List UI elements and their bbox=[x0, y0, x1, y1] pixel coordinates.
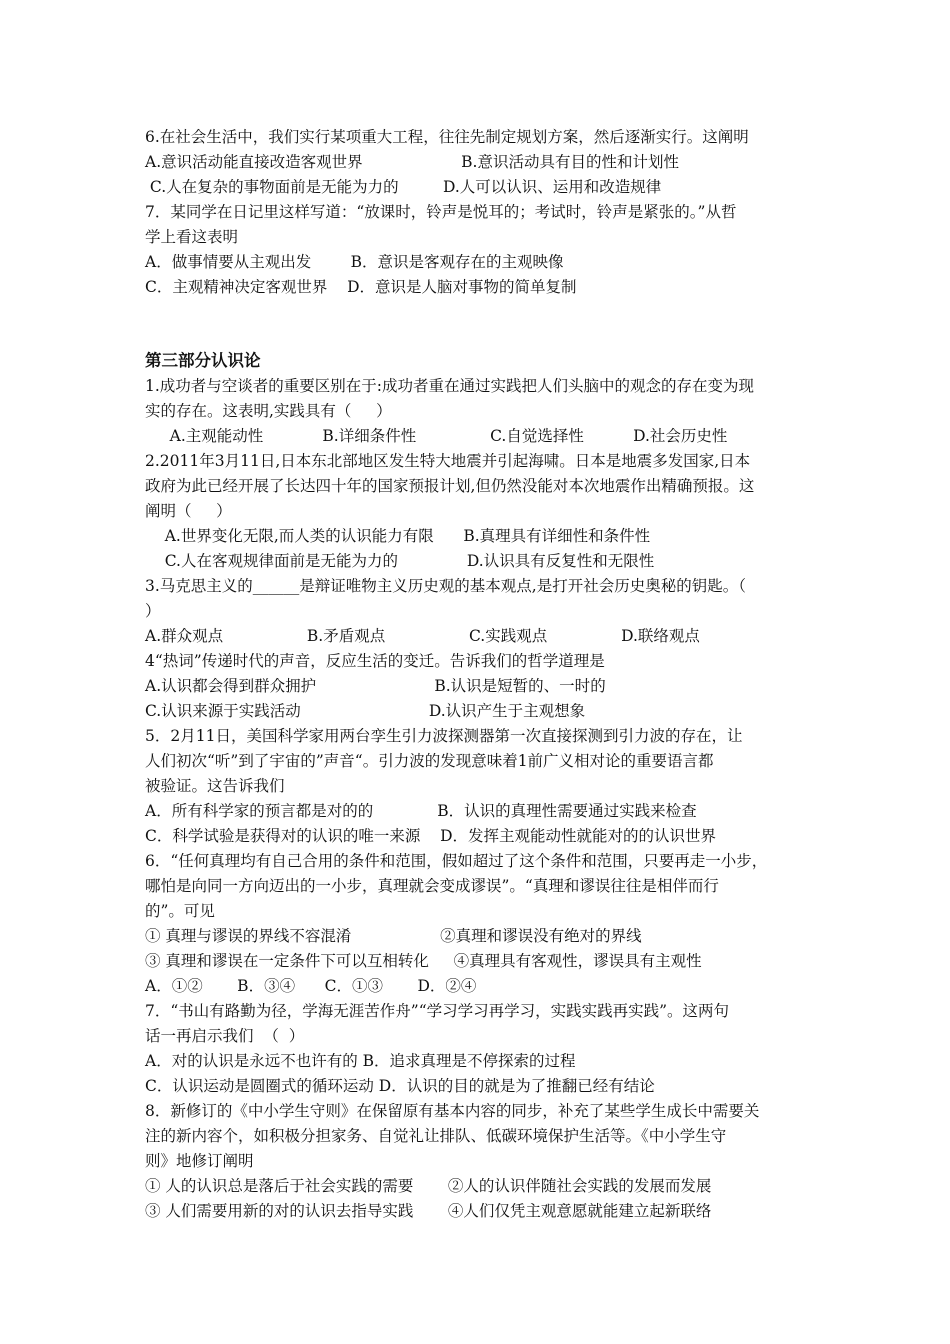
question-7-options-cd: C．主观精神决定客观世界 D．意识是人脑对事物的简单复制 bbox=[145, 278, 577, 296]
question-text-line: 4“热词”传递时代的声音，反应生活的变迁。告诉我们的哲学道理是 bbox=[145, 652, 605, 670]
question-options-line: C．科学试验是获得对的认识的唯一来源 D．发挥主观能动性就能对的的认识世界 bbox=[145, 827, 716, 845]
question-statements-line: ① 人的认识总是落后于社会实践的需要 ②人的认识伴随社会实践的发展而发展 bbox=[145, 1177, 712, 1195]
question-text-line: 2.2011年3月11日,日本东北部地区发生特大地震并引起海啸。日本是地震多发国家,日本 bbox=[145, 452, 751, 470]
question-options-line: A．所有科学家的预言都是对的的 B．认识的真理性需要通过实践来检查 bbox=[145, 802, 697, 820]
question-options-line: A.群众观点 B.矛盾观点 C.实践观点 D.联络观点 bbox=[145, 627, 700, 645]
question-text-line: 话一再启示我们 （ ） bbox=[145, 1027, 305, 1045]
question-7-stem-line: 学上看这表明 bbox=[145, 228, 239, 246]
question-options-line: A．对的认识是永远不也许有的 B．追求真理是不停探索的过程 bbox=[145, 1052, 576, 1070]
question-text-line: 注的新内容个，如积极分担家务、自觉礼让排队、低碳环境保护生活等。《中小学生守 bbox=[145, 1127, 727, 1145]
question-options-line: A．①② B．③④ C．①③ D．②④ bbox=[145, 977, 477, 995]
question-statements-line: ③ 真理和谬误在一定条件下可以互相转化 ④真理具有客观性，谬误具有主观性 bbox=[145, 952, 702, 970]
question-statements-line: ① 真理与谬误的界线不容混淆 ②真理和谬误没有绝对的界线 bbox=[145, 927, 642, 945]
question-options-line: C．认识运动是圆圈式的循环运动 D．认识的目的就是为了推翻已经有结论 bbox=[145, 1077, 655, 1095]
question-text-line: 哪怕是向同一方向迈出的一小步，真理就会变成谬误”。“真理和谬误往往是相伴而行 bbox=[145, 877, 719, 895]
question-text-line: 政府为此已经开展了长达四十年的国家预报计划,但仍然没能对本次地震作出精确预报。这 bbox=[145, 477, 755, 495]
question-statements-line: ③ 人们需要用新的对的认识去指导实践 ④人们仅凭主观意愿就能建立起新联络 bbox=[145, 1202, 712, 1220]
question-text-line: 的”。可见 bbox=[145, 902, 215, 920]
question-7-options-ab: A．做事情要从主观出发 B．意识是客观存在的主观映像 bbox=[145, 253, 564, 271]
question-text-line: ） bbox=[145, 602, 161, 620]
question-text-line: 5．2月11日，美国科学家用两台孪生引力波探测器第一次直接探测到引力波的存在，让 bbox=[145, 727, 743, 745]
question-text-line: 实的存在。这表明,实践具有（ ） bbox=[145, 402, 392, 420]
question-text-line: 1.成功者与空谈者的重要区别在于:成功者重在通过实践把人们头脑中的观念的存在变为现 bbox=[145, 377, 755, 395]
question-6-options-cd: C.人在复杂的事物面前是无能为力的 D.人可以认识、运用和改造规律 bbox=[145, 178, 662, 196]
question-text-line: 被验证。这告诉我们 bbox=[145, 777, 285, 795]
question-6-stem-line: 6.在社会生活中，我们实行某项重大工程，往往先制定规划方案，然后逐渐实行。这阐明 bbox=[145, 128, 749, 146]
question-text-line: 人们初次“听”到了宇宙的”声音“。引力波的发现意味着1前广义相对论的重要语言都 bbox=[145, 752, 714, 770]
question-7-stem-line: 7．某同学在日记里这样写道：“放课时，铃声是悦耳的；考试时，铃声是紧张的。”从哲 bbox=[145, 203, 737, 221]
question-text-line: 8．新修订的《中小学生守则》在保留原有基本内容的同步，补充了某些学生成长中需要关 bbox=[145, 1102, 760, 1120]
section-heading: 第三部分认识论 bbox=[145, 351, 261, 370]
question-text-line: 3.马克思主义的______是辩证唯物主义历史观的基本观点,是打开社会历史奥秘的钥匙。（ bbox=[145, 577, 746, 595]
question-6-options-ab: A.意识活动能直接改造客观世界 B.意识活动具有目的性和计划性 bbox=[145, 153, 679, 171]
question-text-line: 阐明（ ） bbox=[145, 502, 232, 520]
question-text-line: 7．“书山有路勤为径，学海无涯苦作舟”“学习学习再学习，实践实践再实践”。这两句 bbox=[145, 1002, 730, 1020]
question-options-line: A.世界变化无限,而人类的认识能力有限 B.真理具有详细性和条件性 bbox=[145, 527, 651, 545]
question-options-line: C.认识来源于实践活动 D.认识产生于主观想象 bbox=[145, 702, 586, 720]
question-text-line: 则》地修订阐明 bbox=[145, 1152, 254, 1170]
question-options-line: A.认识都会得到群众拥护 B.认识是短暂的、一时的 bbox=[145, 677, 606, 695]
question-options-line: A.主观能动性 B.详细条件性 C.自觉选择性 D.社会历史性 bbox=[145, 427, 728, 445]
question-text-line: 6．“任何真理均有自己合用的条件和范围，假如超过了这个条件和范围，只要再走一小步， bbox=[145, 852, 768, 870]
question-options-line: C.人在客观规律面前是无能为力的 D.认识具有反复性和无限性 bbox=[145, 552, 655, 570]
